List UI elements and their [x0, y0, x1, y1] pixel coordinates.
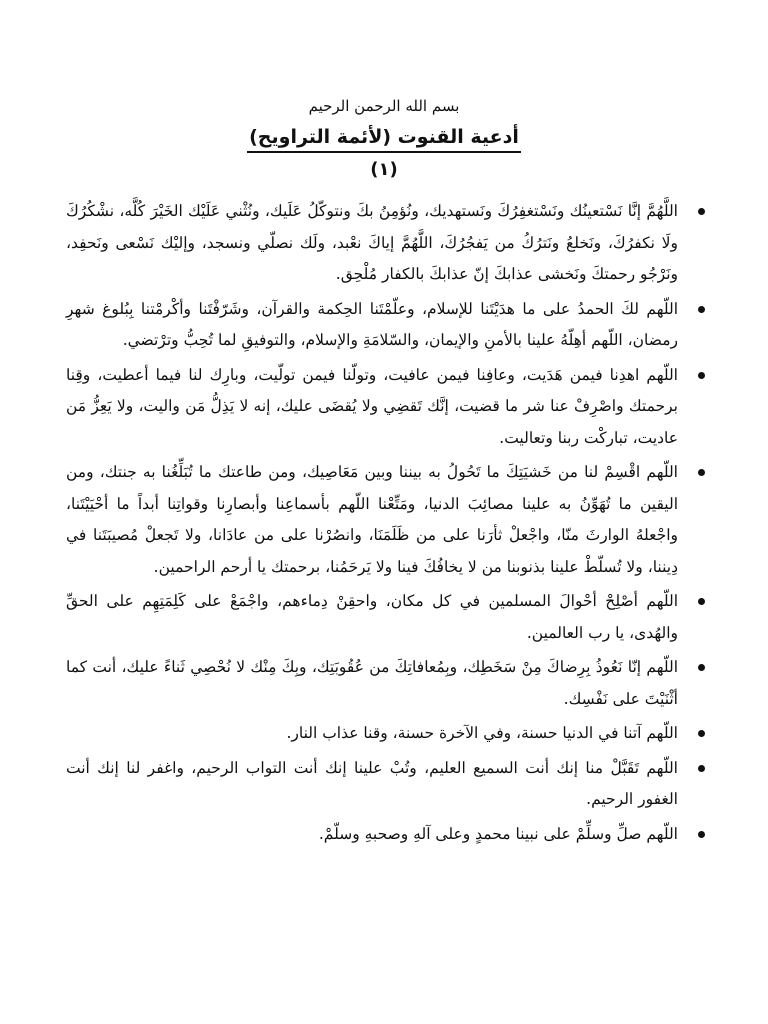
prayer-text: اللَّهُمَّ إنَّا نَسْتعينُك ونَسْتغفِرُكَ ونَستهديك، ونُؤمِنُ بكَ ونتوكّلُ عَلَيك، ونُثْني عَلَيْك الخَيْرَ كُلَّه، نشْكُرُكَ ولَا نكفرُكَ، ونَخلعُ ونَترُكُ من يَفجُرُكَ، اللَّهُمَّ إياكَ نعْبد، ولَك نصلّي ونسجد، وإليْك نَسْعى ونَحفِد، ونَرْجُو رحمتكَ ونَخشى عذابكَ إنّ عذابكَ بالكفار مُلْحِق.: [66, 202, 678, 283]
basmala: بسم الله الرحمن الرحيم: [308, 97, 460, 115]
bullet-icon: [698, 372, 705, 379]
prayer-text: اللّهم لكَ الحمدُ على ما هدَيْتَنا للإسلام، وعلّمْتَنا الحِكمة والقرآن، وشَرّفْتَنا وأكْرمْتنا بِبُلوغ شهرِ رمضان، اللّهم أهِلّهُ علينا بالأمنِ والإيمان، والسّلامَةِ والإسلام، والتوفيقِ لما تُحِبُّ وترْتضي.: [66, 299, 678, 349]
bullet-icon: [698, 469, 705, 476]
prayer-text: اللّهم تَقَبَّلْ منا إنك أنت السميع العليم، وتُبْ علينا إنك أنت التواب الرحيم، واغفر لنا إنك أنت الغفور الرحيم.: [66, 758, 678, 808]
prayer-item: [66, 294, 702, 357]
prayer-item: [66, 718, 702, 750]
prayer-item: [66, 196, 702, 291]
bullet-icon: [698, 306, 705, 313]
document-title: أدعية القنوت (لأئمة التراويح): [247, 124, 521, 153]
bullet-icon: [698, 765, 705, 772]
prayer-list: [66, 196, 702, 853]
section-number: (١): [370, 159, 398, 180]
prayer-text: اللّهم اقْسِمْ لنا من خَشيَتِكَ ما تَحُولُ به بيننا وبين مَعَاصِيك، ومن طاعتك ما تُبَلِّغُنا به جنتك، ومن اليقين ما تُهَوِّنُ به علينا مصائِبَ الدنيا، ومَتِّعْنا اللّهم بأسماعِنا وأبصارِنا وقواتِنا أبداً ما أحْيَيْتَنا، واجْعلهُ الوارثَ منّا، واجْعلْ ثأرَنا على من ظَلَمَنَا، وانصُرْنا على من عادَانا، ولا تَجعلْ مُصيبَتَنا في دِيننا، ولا تُسلّطْ علينا بذنوبنا من لا يخافُكَ فينا ولا يَرحَمُنا، برحمتك يا أرحم الراحمين.: [66, 463, 678, 576]
bullet-icon: [698, 208, 705, 215]
bullet-icon: [698, 598, 705, 605]
prayer-item: [66, 753, 702, 816]
prayer-item: [66, 819, 702, 851]
prayer-item: [66, 360, 702, 455]
prayer-text: اللّهم أصْلِحْ أحْوالَ المسلمين في كل مكان، واحقِنْ دِماءهم، واجْمَعْ على كَلِمَتِهِم على الحقِّ والهُدى، يا رب العالمين.: [66, 592, 678, 642]
prayer-text: اللّهم صلِّ وسلِّمْ على نبينا محمدٍ وعلى آلهِ وصحبهِ وسلّمْ.: [318, 824, 678, 843]
bullet-icon: [698, 831, 705, 838]
prayer-item: [66, 586, 702, 649]
prayer-item: [66, 652, 702, 715]
prayer-text: اللّهم إنّا نَعُوذُ بِرِضاكَ مِنْ سَخَطِك، وبِمُعافاتِكَ من عُقُوبَتِك، وبِكَ مِنْك لا نُحْصِي ثَناءً عليك، أنت كما أثْنَيْتَ على نَفْسِك.: [66, 658, 678, 708]
prayer-item: [66, 457, 702, 583]
document-header: [0, 92, 768, 183]
bullet-icon: [698, 664, 705, 671]
prayer-text: اللّهم اهدِنا فيمن هَدَيت، وعافِنا فيمن عافيت، وتولّنا فيمن تولّيت، وبارِك لنا فيما أعطيت، وقِنا برحمتك واصْرِفْ عنا شر ما قضيت، إنَّك تَقضِي ولا يُقضَى عليك، إنه لا يَذِلُّ مَن واليت، ولا يَعِزُّ مَن عاديت، تباركْت ربنا وتعاليت.: [66, 365, 678, 447]
bullet-icon: [698, 730, 705, 737]
prayer-text: اللّهم آتنا في الدنيا حسنة، وفي الآخرة حسنة، وقنا عذاب النار.: [286, 724, 678, 742]
